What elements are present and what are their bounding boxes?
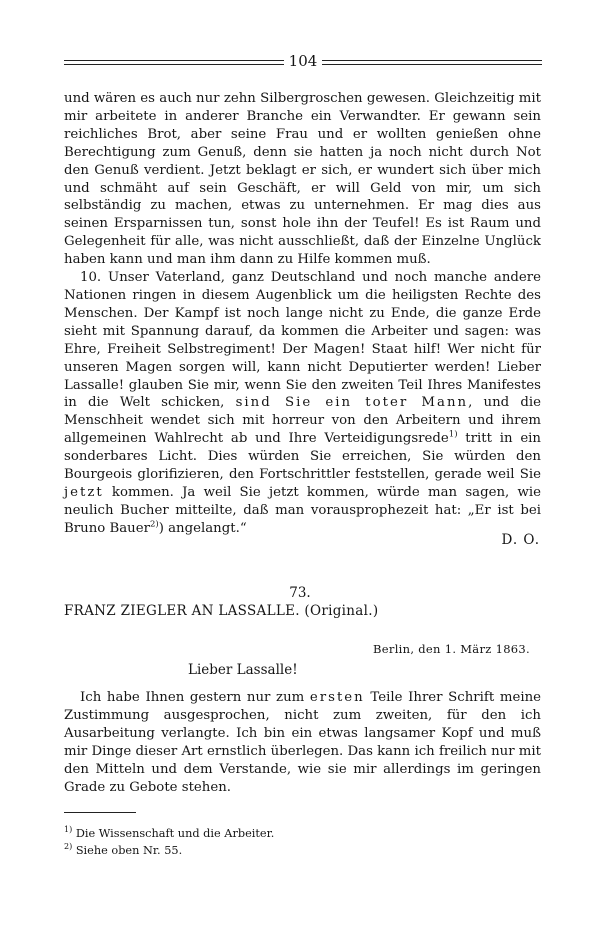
- letter-body: [64, 689, 541, 796]
- letter-salutation: Lieber Lassalle!: [188, 662, 298, 678]
- letter-title: FRANZ ZIEGLER AN LASSALLE. (Original.): [64, 603, 379, 619]
- emphasis-toter-mann: sind Sie ein toter Mann: [235, 395, 469, 411]
- letter-text-1: Ich habe Ihnen gestern nur zum: [80, 690, 310, 705]
- paragraph-10-text-2: , und die Menschheit wendet sich mit horreur von den Arbeitern und ihrem allgemeinen Wahlrecht ab und Ihre Verteidigungsrede: [64, 395, 542, 447]
- signature: D. O.: [501, 532, 540, 548]
- footnote-1: [64, 822, 274, 841]
- emphasis-ersten: ersten: [309, 690, 365, 705]
- footnote-2: [64, 839, 182, 858]
- footnote-1-marker: 1): [64, 825, 73, 834]
- page-header: [64, 52, 542, 72]
- paragraph-10-text-1: 10. Unser Vaterland, ganz Deutschland und noch manche andere Nationen ringen in diesem Augenblick um die heiligsten Rechte des Menschen. Der Kampf ist noch lange nicht zu Ende, die ganze Erde sieht mit Spannung darauf, da kommen die Arbeiter und sagen: was Ehre, Freiheit Selbstregiment! Der Magen! Staat hilf! Wer nicht für unseren Magen sorgen will, kann nicht Deputierter werden! Lieber Lassalle! glauben Sie mir, wenn Sie den zweiten Teil Ihres Manifestes in die Welt schicken,: [64, 270, 541, 411]
- footnote-2-marker: 2): [64, 842, 73, 851]
- letter-text-2: Teile Ihrer Schrift meine Zustimmung ausgesprochen, nicht zum zweiten, für den ich Ausarbeitung verlangte. Ich bin ein etwas langsamer Kopf und muß mir Dinge dieser Art ernstlich überlegen. Das kann ich freilich nur mit den Mitteln und dem Verstande, wie sie mir allerdings im geringen Grade zu Gebote stehen.: [64, 690, 542, 795]
- paragraph-10-text-3: tritt in ein sonderbares Licht. Dies würden Sie erreichen, Sie würden den Bourgeois glorifizieren, den Fortschrittler feststellen, gerade weil Sie: [64, 431, 541, 483]
- emphasis-jetzt: jetzt: [64, 484, 104, 500]
- letter-date: Berlin, den 1. März 1863.: [373, 642, 530, 656]
- paragraph-10-text-4: kommen. Ja weil Sie jetzt kommen, würde man sagen, wie neulich Bucher mitteilte, daß man vorausprophezeit hat: „Er ist bei Bruno Bauer: [64, 484, 541, 536]
- page-number: 104: [288, 52, 318, 70]
- paragraph-10-text-5: ) angelangt.“: [158, 520, 247, 536]
- footnote-1-text: Die Wissenschaft und die Arbeiter.: [75, 826, 275, 840]
- letter-paragraph: [64, 689, 541, 796]
- footnote-divider: [64, 812, 136, 813]
- paragraph-10: [64, 269, 541, 538]
- footnote-2-text: Siehe oben Nr. 55.: [75, 843, 183, 857]
- continuation-text: [64, 90, 541, 538]
- footnote-ref-1: 1): [448, 429, 458, 440]
- paragraph-1: und wären es auch nur zehn Silbergroschen gewesen. Gleichzeitig mit mir arbeitete in anderer Branche ein Verwandter. Er gewann sein reichliches Brot, aber seine Frau und er wollten genießen ohne Berechtigung zum Genuß, denn sie hatten ja noch nicht durch Not den Genuß verdient. Jetzt beklagt er sich, er wundert sich über mich und schmäht auf sein Geschäft, er will Geld von mir, um sich selbständig zu machen, etwas zu unternehmen. Er mag dies aus seinen Ersparnissen tun, sonst hole ihn der Teufel! Es ist Raum und Gelegenheit für alle, was nicht ausschließt, daß der Einzelne Unglück haben kann und man ihm dann zu Hilfe kommen muß.: [64, 91, 541, 268]
- header-rule-right: [322, 60, 542, 65]
- footnote-ref-2: 2): [149, 519, 159, 530]
- letter-number: 73.: [289, 585, 311, 601]
